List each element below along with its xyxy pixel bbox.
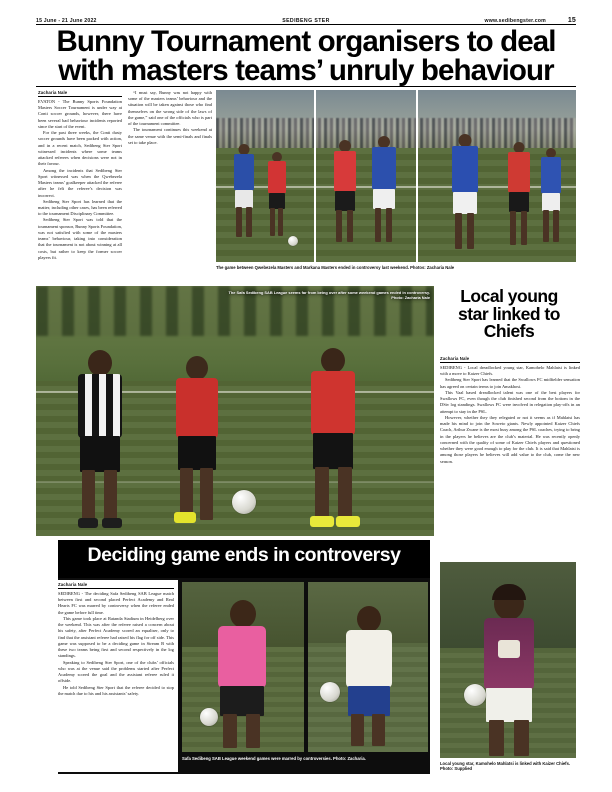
photo-pink-kit-player bbox=[182, 582, 304, 752]
lead-headline bbox=[36, 25, 576, 88]
right-story-byline: Zacharia Nale bbox=[440, 356, 580, 363]
photo-caption-mahlatsi: Local young star, Kamohelo Mahlatsi is linked with Kaizer Chiefs. Photo: Supplied bbox=[440, 761, 571, 772]
paragraph: He told Sedibeng Ster Sport that the referee decided to stop the match due to his and his assistants’ safety. bbox=[58, 684, 174, 696]
photo-caption-sab-weekend: Safa Sedibeng SAB League weekend games were marred by controversies. Photo: Zacharia. bbox=[182, 756, 366, 761]
photo-masters-match bbox=[216, 90, 576, 262]
player-figure bbox=[268, 152, 286, 240]
lead-body-b bbox=[128, 90, 212, 146]
soccer-ball bbox=[320, 682, 340, 702]
soccer-ball bbox=[464, 684, 486, 706]
photo-sab-league-action bbox=[36, 286, 434, 536]
player-figure bbox=[476, 588, 542, 756]
player-figure bbox=[170, 356, 224, 526]
player-figure bbox=[334, 140, 356, 244]
soccer-ball bbox=[200, 708, 218, 726]
soccer-ball bbox=[232, 490, 256, 514]
paragraph: Among the incidents that Sedibeng Ster Sport witnessed was when the Qwebezela Masters teams’ goalkeeper attacked the referee after he felt the referee’s decision was incorrect. bbox=[38, 167, 122, 198]
paragraph: This game took place at Ratanda Stadium in Heidelberg over the weekend. This was after the referee raised a concern about his safety, after Perfect Academy scored an equaliser, only to find that the assistant referee had raised his flag for off side. This game was supposed to be a deciding game in Stream B with these two teams being first and second respectively in the log standings. bbox=[58, 615, 174, 659]
jersey-badge bbox=[498, 640, 520, 658]
paragraph: “I must say, Bunny was not happy with some of the masters teams’ behaviour and the situation will be taken against those who find themselves on the wrong side of the laws of the game,” said one of the officials who is part of the tournament committee. bbox=[128, 90, 212, 127]
lead-headline-line2: with masters teams’ unruly behaviour bbox=[58, 54, 554, 88]
page-number: 15 bbox=[567, 17, 576, 24]
right-story-body bbox=[440, 365, 580, 465]
paragraph: SEDIBENG - The deciding Safa Sedibeng SAB League match between first and second placed Perfect Academy and Real Hearts FC was marred by controversy when the referee ended the game before full time. bbox=[58, 591, 174, 615]
player-figure bbox=[372, 136, 396, 246]
player-figure bbox=[541, 148, 561, 244]
paragraph: Sedibeng Ster Sport has learned that the Swallows FC midfielder sensation has agreed on certain terms to join Amakhosi. bbox=[440, 377, 580, 389]
paragraph: SEDIBENG - Local dreadlocked young star, Kamohelo Mahlatsi is linked with a move to Kaizer Chiefs. bbox=[440, 365, 580, 377]
masthead-publication-title: SEDIBENG STER bbox=[282, 18, 330, 24]
player-figure bbox=[212, 600, 274, 750]
lead-headline-line1: Bunny Tournament organisers to deal bbox=[56, 25, 556, 58]
right-headline-line2: star linked to bbox=[458, 303, 560, 324]
player-figure bbox=[452, 134, 478, 250]
headline-divider bbox=[36, 86, 576, 87]
player-figure bbox=[234, 144, 254, 240]
paragraph: Sedibeng Ster Sport has learned that the matter, including other cases, has been referred to the tournament Disciplinary Committee. bbox=[38, 198, 122, 217]
bottom-story-byline: Zacharia Nale bbox=[58, 582, 174, 589]
soccer-ball bbox=[288, 236, 298, 246]
right-headline-line3: Chiefs bbox=[483, 321, 535, 341]
paragraph: Sedibeng Ster Sport was told that the tournament sponsor, Bunny Sports Foundation, was not satisfied with some of the masters teams’ behaviour, taking into consideration that the tournament is not about winning at all costs, but rather to keep the former soccer players fit. bbox=[38, 217, 122, 260]
paragraph: However, whether they they relegated or not it seems as if Mahlatsi has made his mind to join the Soweto giants. Newly appointed Kaizer Chiefs Coach, Arthur Zwane is the most busy among the PSL coaches, trying to bring in the players he believes are the club’s material. He was recently openly concerned with the quality of some of Kaizer Chiefs players and questioned whether they were good enough to play for the club. It is said that Mahlatsi is among those players he believes will add value to the club, come the new season. bbox=[440, 414, 580, 464]
bottom-story-body bbox=[58, 591, 174, 697]
lead-story-column-b bbox=[128, 90, 212, 146]
masthead-date: 15 June - 21 June 2022 bbox=[36, 18, 97, 24]
paragraph: This Vaal based dreadlocked talent was one of the best players for Swallows FC, even though the club finished second from the bottom in the DStv log standings. Swallows FC were involved in relegation play-offs in an attempt to stay in the PSL. bbox=[440, 389, 580, 414]
photo-player-with-ball bbox=[308, 582, 428, 752]
paragraph: EVATON - The Bunny Sports Foundation Masters Soccer Tournament is under way at Conti soccer grounds, however, there have been several bad behaviour incidents reported since the start of the event. bbox=[38, 99, 122, 129]
lead-body-a bbox=[38, 99, 122, 261]
photo-overlay-caption-sab-league: The Safa Sedibeng SAB League seems far from being over after some weekend games ended in controversy. Photo: Zacharia Nale bbox=[228, 290, 430, 300]
player-figure bbox=[340, 606, 398, 748]
lead-byline: Zacharia Nale bbox=[38, 90, 122, 97]
photo-kamohelo-mahlatsi bbox=[440, 562, 576, 758]
bottom-banner-headline: Deciding game ends in controversy bbox=[87, 544, 401, 566]
player-figure bbox=[72, 350, 128, 526]
masthead-website[interactable]: www.sedibengster.com bbox=[484, 18, 546, 24]
masthead bbox=[36, 10, 576, 24]
right-story-column bbox=[440, 356, 580, 465]
paragraph: Speaking to Sedibeng Ster Sport, one of the clubs’ officials who was at the venue said the problems started after Perfect Academy scored the goal and the assistant referee ruled it offside. bbox=[58, 659, 174, 684]
bottom-story-column bbox=[58, 582, 174, 697]
paragraph: The tournament continues this weekend at the same venue with the semi-finals and finals set to take place. bbox=[128, 127, 212, 145]
right-story-headline bbox=[440, 288, 578, 341]
player-figure bbox=[508, 142, 530, 246]
photo-caption-masters-match: The game between Qwebezela Masters and Markana Masters ended in controversy last weekend. Photos: Zacharia Nale bbox=[216, 265, 455, 270]
right-headline-line1: Local young bbox=[460, 286, 558, 306]
player-figure bbox=[304, 348, 362, 528]
paragraph: For the past three weeks, the Conti dusty soccer grounds have been packed with action, and in a recent match, Sedibeng Ster Sport witnessed incidents where some teams attacked referees when decisions were not in their favour. bbox=[38, 130, 122, 167]
lead-story-column-a bbox=[38, 90, 122, 261]
